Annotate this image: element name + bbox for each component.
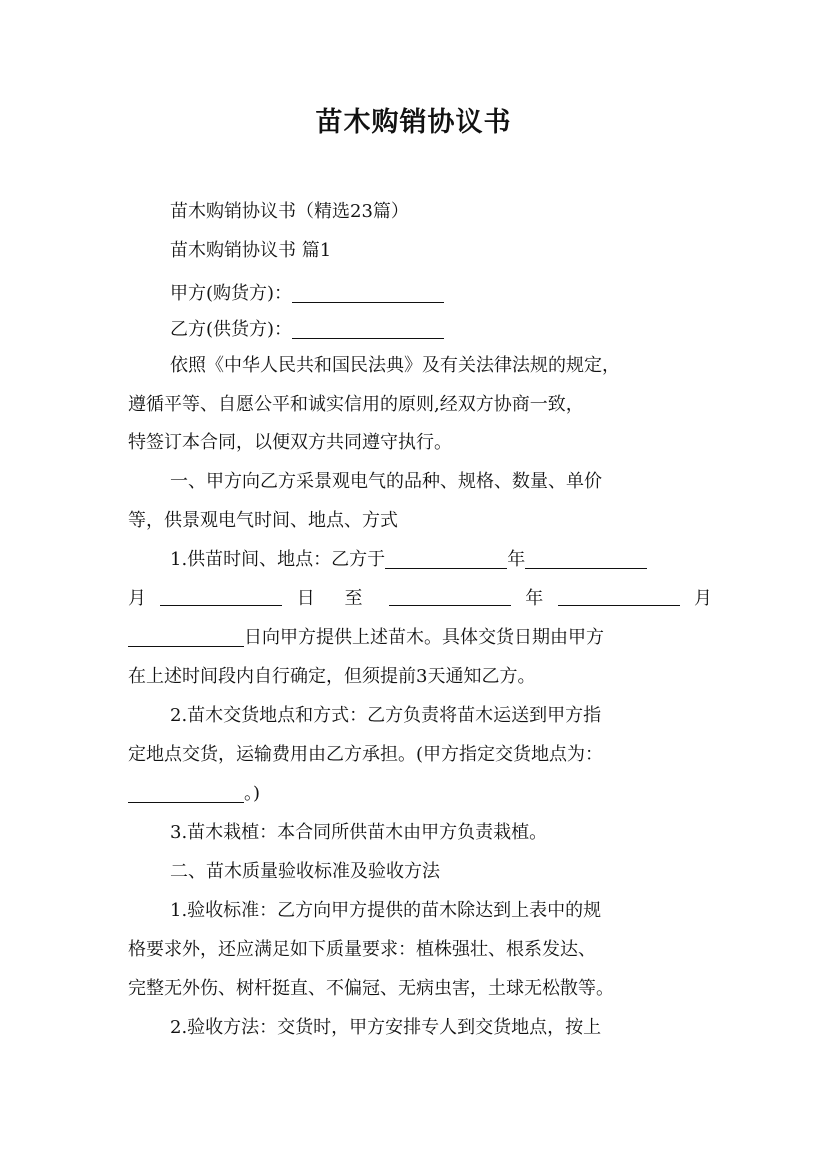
supply-month-blank[interactable] [525,550,647,569]
closing-punctuation: 。) [244,783,261,804]
party-b-line [170,318,712,342]
party-a-label: 甲方(购货方)： [170,283,293,304]
acceptance-method-line: 2.验收方法：交货时，甲方安排专人到交货地点，按上 [170,1017,602,1038]
party-b-label: 乙方(供货方)： [170,319,293,340]
paragraph-line: 完整无外伤、树杆挺直、不偏冠、无病虫害，土球无松散等。 [128,978,614,999]
section-heading: 苗木购销协议书 篇1 [170,240,332,261]
delivery-date-text: 日向甲方提供上述苗木。具体交货日期由甲方 [244,627,604,648]
delivery-place-blank-line [128,782,712,806]
end-year-blank[interactable] [389,587,511,606]
delivery-place-blank[interactable] [128,784,244,803]
party-a-line [170,282,712,306]
supply-year-blank[interactable] [385,550,507,569]
party-b-blank[interactable] [292,320,444,339]
month-label: 月 [128,588,146,609]
paragraph-line: 格要求外，还应满足如下质量要求：植株强壮、根系发达、 [128,939,596,960]
year-label: 年 [525,588,544,609]
planting-line: 3.苗木栽植：本合同所供苗木由甲方负责栽植。 [170,822,548,843]
section-two-heading: 二、苗木质量验收标准及验收方法 [170,861,440,882]
acceptance-standard-line: 1.验收标准：乙方向甲方提供的苗木除达到上表中的规 [170,900,602,921]
paragraph-line: 定地点交货，运输费用由乙方承担。(甲方指定交货地点为： [128,744,604,765]
paragraph-line: 遵循平等、自愿公平和诚实信用的原则,经双方协商一致， [128,394,584,415]
clause-one-line: 一、甲方向乙方采景观电气的品种、规格、数量、单价 [170,471,602,492]
end-month-blank[interactable] [558,587,680,606]
supply-time-line [170,548,712,572]
delivery-place-line: 2.苗木交货地点和方式：乙方负责将苗木运送到甲方指 [170,705,602,726]
subtitle-line: 苗木购销协议书（精选23篇） [170,201,409,222]
day-to-label: 日 至 [296,588,375,609]
date-range-line [128,587,712,611]
delivery-date-line [128,626,712,650]
paragraph-line: 依照《中华人民共和国民法典》及有关法律法规的规定， [170,355,620,376]
supply-time-label: 1.供苗时间、地点：乙方于 [170,549,386,570]
document-title: 苗木购销协议书 [315,107,512,138]
year-label: 年 [507,549,526,570]
month-label: 月 [693,588,712,609]
end-day-blank[interactable] [128,628,244,647]
paragraph-line: 在上述时间段内自行确定，但须提前3天通知乙方。 [128,666,536,687]
party-a-blank[interactable] [292,284,444,303]
clause-one-line: 等，供景观电气时间、地点、方式 [128,510,398,531]
start-day-blank[interactable] [160,587,282,606]
paragraph-line: 特签订本合同，以便双方共同遵守执行。 [128,432,452,453]
